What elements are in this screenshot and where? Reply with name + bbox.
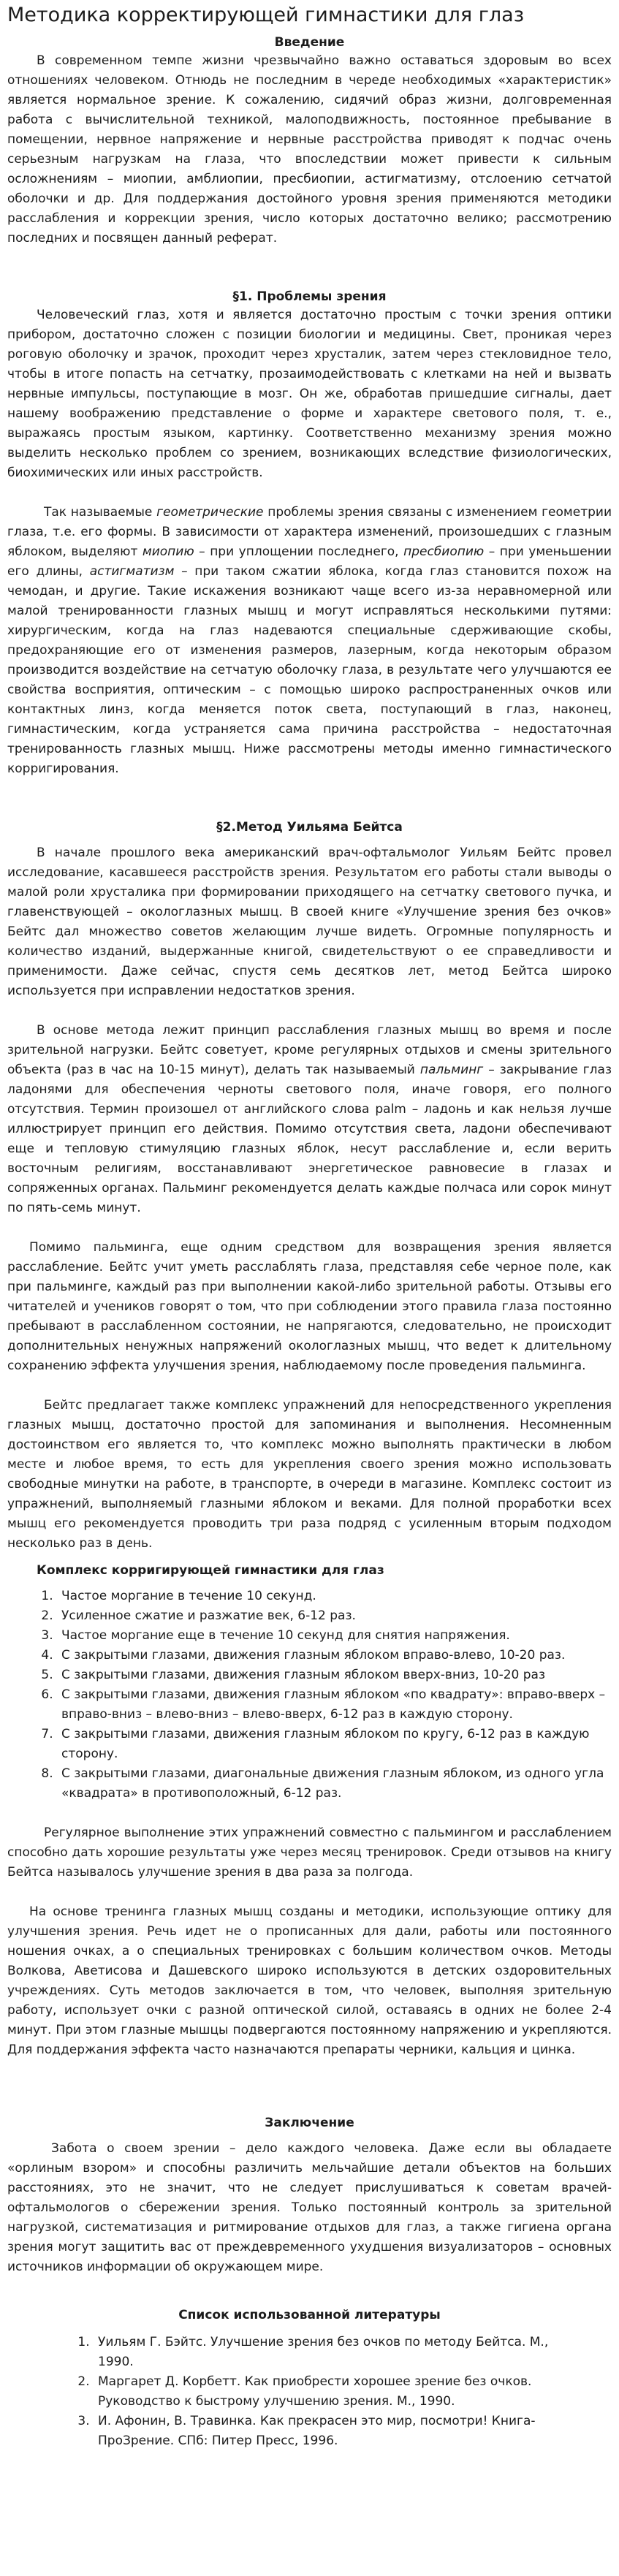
spacer bbox=[7, 1001, 612, 1021]
bibliography-item: 3. И. Афонин, В. Травинка. Как прекрасен это мир, посмотри! Книга-ПроЗрение. СПб: Питер Пресс, 1996. bbox=[94, 2412, 568, 2451]
text-run: – закрывание глаз ладонями для обеспечения черноты светового поля, иначе говоря, его полного отсутствия. Термин произошел от английского слова palm – ладонь и как нельзя лучше иллюстрирует принцип его действия. Помимо отсутствия света, ладони обеспечивают еще и тепловую стимуляцию глазных яблок, несут расслабление и, если верить восточным религиям, восстанавливают энергетическое равновесие в глазах и сопряженных органах. Пальминг рекомендуется делать каждые полчаса или сорок минут по пять-семь минут. bbox=[7, 1063, 612, 1215]
spacer bbox=[7, 248, 612, 288]
text-run: Так называемые bbox=[44, 505, 157, 520]
bibliography-item: 2. Маргарет Д. Корбетт. Как приобрести хорошее зрение без очков. Руководство к быстрому улучшению зрения. М., 1990. bbox=[94, 2372, 568, 2412]
spacer bbox=[7, 1581, 612, 1587]
spacer bbox=[7, 2132, 612, 2139]
spacer bbox=[7, 1218, 612, 1238]
bates-paragraph-2 bbox=[7, 1021, 612, 1218]
text-run: проблемы зрения связаны с изменением геометрии глаза, т.е. его формы. В зависимости от характера изменений, произошедших с глазным яблоком, выделяют bbox=[7, 505, 612, 559]
bates-paragraph-3: Помимо пальминга, еще одним средством для возвращения зрения является расслабление. Бейтс учит уметь расслаблять глаза, представляя себе черное поле, как при пальминге, каждый раз при выполнении какой-либо зрительной работы. Отзывы его читателей и учеников говорят о том, что при соблюдении этого правила глаза постоянно пребывают в расслабленном состоянии, не напрягаются, следовательно, не происходит дополнительных ненужных напряжений окологлазных мышц, что ведет к длительному сохранению эффекта улучшения зрения, наблюдаемому после проведения пальминга. bbox=[7, 1240, 612, 1373]
spacer bbox=[7, 483, 612, 503]
problems-paragraph-2 bbox=[7, 503, 612, 779]
spacer bbox=[7, 836, 612, 843]
spacer bbox=[7, 1882, 612, 1902]
spacer bbox=[7, 1376, 612, 1396]
term-geometric: геометрические bbox=[156, 505, 264, 520]
section-title-problems: §1. Проблемы зрения bbox=[232, 289, 387, 304]
spacer bbox=[7, 1804, 612, 1823]
exercise-list-item: 2. Усиленное сжатие и разжатие век, 6-12 раз. bbox=[57, 1606, 612, 1626]
spacer bbox=[7, 2324, 612, 2333]
exercise-list-item: 3. Частое моргание еще в течение 10 секунд для снятия напряжения. bbox=[57, 1626, 612, 1646]
section-title-intro: Введение bbox=[274, 35, 345, 50]
spacer bbox=[7, 2277, 612, 2306]
section-title-bates: §2.Метод Уильяма Бейтса bbox=[216, 820, 403, 835]
spacer bbox=[7, 2060, 612, 2114]
exercise-list-title: Комплекс корригирующей гимнастики для глаз bbox=[37, 1563, 384, 1578]
problems-paragraph-1: Человеческий глаз, хотя и является достаточно простым с точки зрения оптики прибором, достаточно сложен с позиции биологии и медицины. Свет, проникая через роговую оболочку и зрачок, проходит через хрусталик, затем через стекловидное тело, чтобы в итоге попасть на сетчатку, прозаимодействовать с клетками на ней и вызвать нервные импульсы, поступающие в мозг. Он же, обработав пришедшие сигналы, дает нашему воображению представление о форме и характере светового поля, т. е., выражаясь простым языком, картинку. Соответственно механизму зрения можно выделить несколько проблем со зрением, возникающих вследствие физиологических, биохимических или иных расстройств. bbox=[7, 308, 612, 480]
bates-paragraph-4: Бейтс предлагает также комплекс упражнений для непосредственного укрепления глазных мышц, достаточно простой для запоминания и выполнения. Несомненным достоинством его является то, что комплекс можно выполнять практически в любом месте и любое время, то есть для укрепления своего зрения можно использовать свободные минутки на работе, в транспорте, в очереди в магазине. Комплекс состоит из упражнений, выполняемый глазными яблоком и веками. Для полной проработки всех мышц его рекомендуется проводить три раза подряд с усиленным вторым подходом несколько раз в день. bbox=[7, 1398, 612, 1551]
exercise-list-item: 8. С закрытыми глазами, диагональные движения глазным яблоком, из одного угла «квадрата» в противоположный, 6-12 раз. bbox=[57, 1764, 612, 1804]
conclusion-paragraph: Забота о своем зрении – дело каждого человека. Даже если вы обладаете «орлиным взором» и способны различить мельчайшие детали объектов на больших расстояниях, это не значит, что не следует прислушиваться к советам врачей-офтальмологов о сбережении зрения. Только постоянный контроль за зрительной нагрузкой, систематизация и ритмирование отдыхов для глаз, а также гигиена органа зрения могут защитить вас от преждевременного ухудшения визуализаторов – основных источников информации об окружающем мире. bbox=[7, 2141, 612, 2274]
bibliography-list bbox=[7, 2333, 612, 2451]
term-presbyopia: пресбиопию bbox=[403, 544, 485, 559]
text-run: – при уплощении последнего, bbox=[194, 544, 404, 559]
intro-paragraph: В современном темпе жизни чрезвычайно важно оставаться здоровым во всех отношениях человеком. Отнюдь не последним в череде необходимых «характеристик» является нормальное зрение. К сожалению, сидячий образ жизни, долговременная работа с вычислительной техникой, малоподвижность, постоянное пребывание в помещении, нервное напряжение и нервные расстройства приводят к подчас очень серьезным нагрузкам на глаза, что впоследствии может привести к сильным осложнениям – миопии, амблиопии, пресбиопии, астигматизму, отслоению сетчатой оболочки и др. Для поддержания достойного уровня зрения применяются методики расслабления и коррекции зрения, число которых достаточно велико; рассмотрению последних и посвящен данный реферат. bbox=[7, 53, 612, 246]
document-title: Методика корректирующей гимнастики для глаз bbox=[7, 4, 525, 26]
exercise-list-item: 5. С закрытыми глазами, движения глазным яблоком вверх-вниз, 10-20 раз bbox=[57, 1665, 612, 1685]
term-myopia: миопию bbox=[142, 544, 194, 559]
exercise-list-item: 1. Частое моргание в течение 10 секунд. bbox=[57, 1587, 612, 1606]
section-title-conclusion: Заключение bbox=[265, 2116, 354, 2130]
spacer bbox=[7, 779, 612, 818]
bates-paragraph-5: Регулярное выполнение этих упражнений совместно с пальмингом и расслаблением способно дать хорошие результаты уже через месяц тренировок. Среди отзывов на книгу Бейтса называлось улучшение зрения в два раза за полгода. bbox=[7, 1825, 612, 1880]
exercise-list bbox=[7, 1587, 612, 1804]
exercise-list-item: 6. С закрытыми глазами, движения глазным яблоком «по квадрату»: вправо-вверх – вправо-вниз – влево-вниз – влево-вверх, 6-12 раз в каждую сторону. bbox=[57, 1685, 612, 1725]
section-title-bibliography: Список использованной литературы bbox=[178, 2308, 441, 2322]
bibliography-item: 1. Уильям Г. Бэйтс. Улучшение зрения без очков по методу Бейтса. М., 1990. bbox=[94, 2333, 568, 2372]
term-astigmatism: астигматизм bbox=[89, 564, 175, 579]
term-palming: пальминг bbox=[419, 1063, 484, 1077]
exercise-list-item: 7. С закрытыми глазами, движения глазным яблоком по кругу, 6-12 раз в каждую сторону. bbox=[57, 1725, 612, 1764]
bates-paragraph-1: В начале прошлого века американский врач-офтальмолог Уильям Бейтс провел исследование, касавшееся расстройств зрения. Результатом его работы стали выводы о малой роли хрусталика при формировании приходящего на сетчатку светового пучка, и главенствующей – окологлазных мышц. В своей книге «Улучшение зрения без очков» Бейтс дал множество советов желающим лучше видеть. Огромные популярность и количество изданий, выдержанные книгой, свидетельствуют о ее справедливости и применимости. Даже сейчас, спустя семь десятков лет, метод Бейтса широко используется при исправлении недостатков зрения. bbox=[7, 846, 612, 998]
spacer bbox=[7, 1554, 612, 1561]
text-run: – при уменьшении его длины, bbox=[7, 544, 612, 579]
text-run: – при таком сжатии яблока, когда глаз становится похож на чемодан, и другие. Такие искажения возникают чаще всего из-за неравномерной или малой тренированности глазных мышц и могут исправляться несколькими путями: хирургическим, когда на глаз надеваются специальные сдерживающие скобы, предохраняющие его от изменения размеров, лазерным, когда некоторым образом производится воздействие на сетчатую оболочку глаза, в результате чего улучшаются ее свойства восприятия, оптическим – с помощью широко распространенных очков или контактных линз, когда меняется поток света, поступающий в глаз, наконец, гимнастическим, когда устраняется сама причина расстройства – недостаточная тренированность глазных мышц. Ниже рассмотрены методы именно гимнастического корригирования. bbox=[7, 564, 612, 776]
text-run: В основе метода лежит принцип расслабления глазных мышц во время и после зрительной нагрузки. Бейтс советует, кроме регулярных отдыхов и смены зрительного объекта (раз в час на 10-15 минут), делать так называемый bbox=[7, 1023, 612, 1077]
bates-paragraph-6: На основе тренинга глазных мышц созданы и методики, использующие оптику для улучшения зрения. Речь идет не о прописанных для дали, работы или постоянного ношения очках, а о специальных тренировках с большим количеством очков. Методы Волкова, Аветисова и Дашевского широко используются в детских оздоровительных учреждениях. Суть методов заключается в том, что человек, выполняя зрительную работу, использует очки с разной оптической силой, оставаясь в одних не более 2-4 минут. При этом глазные мышцы подвергаются постоянному напряжению и укрепляются. Для поддержания эффекта часто назначаются препараты черники, кальция и цинка. bbox=[7, 1904, 612, 2057]
exercise-list-item: 4. С закрытыми глазами, движения глазным яблоком вправо-влево, 10-20 раз. bbox=[57, 1646, 612, 1665]
